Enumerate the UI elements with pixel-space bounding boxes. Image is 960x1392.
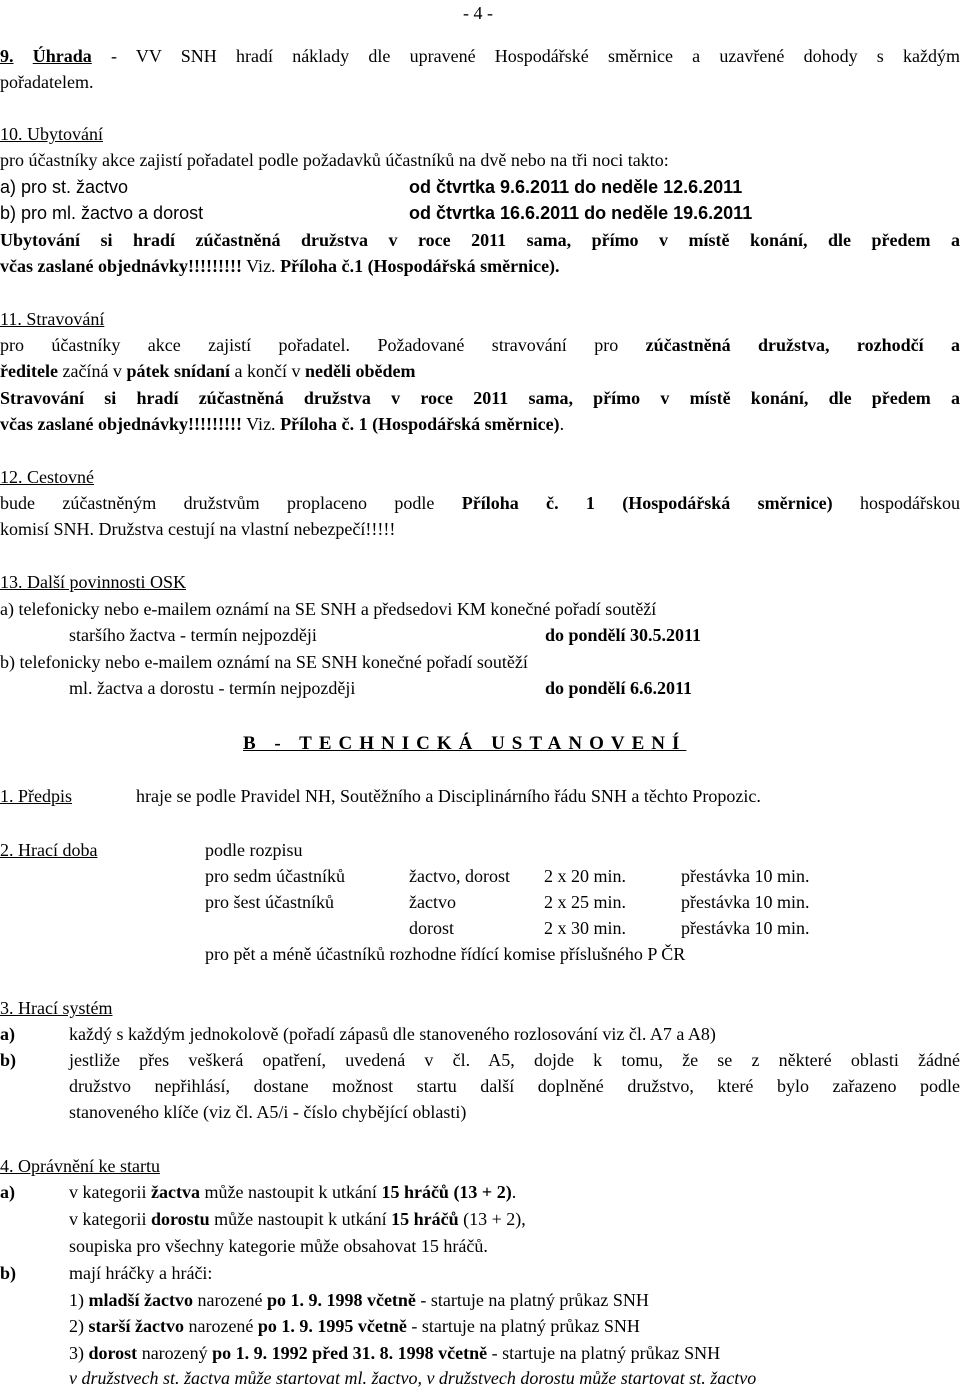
section-11-directors: ředitele xyxy=(0,361,58,381)
b2-row-1-who: pro sedm účastníků xyxy=(205,866,345,886)
b2-row-2-category: žactvo xyxy=(409,892,456,912)
section-13-item-a-deadline: do pondělí 30.5.2011 xyxy=(545,625,702,645)
b3-item-b-line-1: jestliže přes veškerá opatření, uvedená v čl. A5, dojde k tomu, že se z některé oblasti žádné xyxy=(69,1050,960,1070)
b4-i2-rest: - startuje na platný průkaz SNH xyxy=(406,1316,640,1336)
section-9-line-1 xyxy=(0,45,960,67)
section-11-text-c: zúčastněná družstva, rozhodčí a xyxy=(645,335,960,355)
section-11-attachment: Příloha č xyxy=(280,414,350,434)
b4-a1-category: žactva xyxy=(150,1182,200,1202)
section-11-attachment-ref: . 1 (Hospodářská směrnice) xyxy=(349,414,560,434)
section-11-line-3: Stravování si hradí zúčastněná družstva v roce 2011 sama, přímo v místě konání, dle předem a xyxy=(0,388,960,408)
section-12-text-d: hospodářskou xyxy=(832,493,960,513)
b4-i1-num: 1) xyxy=(69,1290,89,1310)
section-11-header: 11. Stravování xyxy=(0,309,105,329)
b4-i1-category: mladší žactvo xyxy=(88,1290,193,1310)
b3-item-a-label: a) xyxy=(0,1024,15,1044)
b2-row-2-who: pro šest účastníků xyxy=(205,892,334,912)
b2-row-1-break: přestávka 10 min. xyxy=(681,866,810,886)
b4-item-a-line-3: soupiska pro všechny kategorie může obsahovat 15 hráčů. xyxy=(69,1236,488,1256)
b4-i3-rest: - startuje na platný průkaz SNH xyxy=(487,1343,721,1363)
b4-a1-players: 15 hráčů (13 + 2) xyxy=(381,1182,512,1202)
section-11-sunday-lunch: neděli obědem xyxy=(304,361,416,381)
b4-i3-born: narozený xyxy=(137,1343,213,1363)
section-10-header: 10. Ubytování xyxy=(0,124,103,144)
b4-a1-text: v kategorii xyxy=(69,1182,151,1202)
section-11-viz: Viz. xyxy=(241,414,281,434)
section-9-number: 9. xyxy=(0,46,14,66)
b4-a2-count: (13 + 2), xyxy=(458,1209,526,1229)
b4-item-a-label: a) xyxy=(0,1182,15,1202)
b3-label: 3. Hrací systém xyxy=(0,998,113,1018)
section-9-title: Úhrada xyxy=(32,46,92,66)
b4-item-b-2 xyxy=(69,1315,640,1337)
section-b-title: B - TECHNICKÁ USTANOVENÍ xyxy=(243,733,687,754)
section-11-starts: začíná v xyxy=(57,361,127,381)
section-11-text-b: Požadované stravování pro xyxy=(350,335,646,355)
b2-row-2-time: 2 x 25 min. xyxy=(544,892,627,912)
section-13-item-b-line-1: b) telefonicky nebo e-mailem oznámí na SE SNH konečné pořadí soutěží xyxy=(0,652,528,672)
b4-a1-period: . xyxy=(511,1182,517,1202)
section-10-order-text: včas zaslané objednávky!!!!!!!!! xyxy=(0,256,242,276)
section-12-line-1 xyxy=(0,492,960,514)
section-13-item-b-deadline: do pondělí 6.6.2011 xyxy=(545,678,693,698)
section-11-order-text: včas zaslané objednávky!!!!!!!!! xyxy=(0,414,242,434)
b4-i1-date: po 1. 9. 1998 včetně xyxy=(266,1290,416,1310)
b4-a1-text-2: může nastoupit k utkání xyxy=(199,1182,382,1202)
b3-item-a-text: každý s každým jednokolově (pořadí zápasů dle stanoveného rozlosování viz čl. A7 a A8) xyxy=(69,1024,716,1044)
b2-row-3-time: 2 x 30 min. xyxy=(544,918,627,938)
b2-last-line: pro pět a méně účastníků rozhodne řídící komise příslušného P ČR xyxy=(205,944,686,964)
section-10-note-1: Ubytování si hradí zúčastněná družstva v roce 2011 sama, přímo v místě konání, dle předem a xyxy=(0,230,960,250)
section-11-period: . xyxy=(559,414,565,434)
section-10-intro: pro účastníky akce zajistí pořadatel podle požadavků účastníků na dvě nebo na tři noci takto: xyxy=(0,150,669,170)
b4-item-b-intro: mají hráčky a hráči: xyxy=(69,1263,213,1283)
b4-i1-born: narozené xyxy=(192,1290,267,1310)
section-11-friday-breakfast: pátek snídaní xyxy=(126,361,230,381)
b4-item-a-line-2 xyxy=(69,1208,526,1230)
section-10-item-a-label: a) pro st. žactvo xyxy=(0,177,129,197)
b3-item-b-line-3: stanoveného klíče (viz čl. A5/i - číslo chybějící oblasti) xyxy=(69,1102,467,1122)
section-11-ends: a končí v xyxy=(229,361,305,381)
b3-item-b-line-2: družstvo nepřihlásí, dostane možnost startu další doplněné družstvo, které bylo zařazeno podle xyxy=(69,1076,960,1096)
b4-i2-num: 2) xyxy=(69,1316,89,1336)
section-10-item-a-date: od čtvrtka 9.6.2011 do neděle 12.6.2011 xyxy=(409,177,743,197)
b4-item-b-1 xyxy=(69,1289,649,1311)
b4-i2-born: narozené xyxy=(183,1316,258,1336)
b1-label: 1. Předpis xyxy=(0,786,72,806)
section-9-text: - VV SNH hradí náklady dle upravené Hospodářské směrnice a uzavřené dohody s každým xyxy=(91,46,960,66)
section-13-header: 13. Další povinnosti OSK xyxy=(0,572,187,592)
b4-a2-category: dorostu xyxy=(150,1209,210,1229)
section-12-attachment: Příloha č xyxy=(461,493,555,513)
section-10-viz: Viz. xyxy=(241,256,281,276)
section-13-item-a-line-2: staršího žactva - termín nejpozději xyxy=(69,625,317,645)
section-12-text-a: bude zúčastněným družstvům proplaceno podle xyxy=(0,493,462,513)
b4-a2-players: 15 hráčů xyxy=(391,1209,459,1229)
b4-i3-category: dorost xyxy=(88,1343,138,1363)
section-13-item-a-line-1: a) telefonicky nebo e-mailem oznámí na SE SNH a předsedovi KM konečné pořadí soutěží xyxy=(0,599,657,619)
b4-a2-text: v kategorii xyxy=(69,1209,151,1229)
section-11-line-2 xyxy=(0,360,415,382)
b4-item-b-3 xyxy=(69,1342,720,1364)
section-10-attachment: Příloha č xyxy=(280,256,350,276)
b1-text: hraje se podle Pravidel NH, Soutěžního a Disciplinárního řádu SNH a těchto Propozic. xyxy=(136,786,761,806)
section-11-line-4 xyxy=(0,413,564,435)
b2-label: 2. Hrací doba xyxy=(0,840,98,860)
section-12-header: 12. Cestovné xyxy=(0,467,94,487)
b4-item-b-label: b) xyxy=(0,1263,17,1283)
b4-i3-date: po 1. 9. 1992 před 31. 8. 1998 včetně xyxy=(212,1343,488,1363)
b2-row-2-break: přestávka 10 min. xyxy=(681,892,810,912)
b4-i3-num: 3) xyxy=(69,1343,89,1363)
section-10-note-2 xyxy=(0,255,560,277)
b2-row-1-category: žactvo, dorost xyxy=(409,866,510,886)
b4-a2-text-2: může nastoupit k utkání xyxy=(209,1209,392,1229)
b4-item-a-line-1 xyxy=(69,1181,516,1203)
section-11-text-a: pro účastníky akce zajistí pořadatel. xyxy=(0,335,351,355)
section-13-item-b-line-2: ml. žactva a dorostu - termín nejpozději xyxy=(69,678,356,698)
b4-i2-category: starší žactvo xyxy=(88,1316,184,1336)
section-12-line-2: komisí SNH. Družstva cestují na vlastní nebezpečí!!!!! xyxy=(0,519,396,539)
b4-i1-rest: - startuje na platný průkaz SNH xyxy=(415,1290,649,1310)
b4-label: 4. Oprávnění ke startu xyxy=(0,1156,160,1176)
b2-row-3-category: dorost xyxy=(409,918,454,938)
b4-last-line: v družstvech st. žactva může startovat ml. žactvo, v družstvech dorostu může startovat st. žactvo xyxy=(69,1368,757,1388)
section-10-item-b-date: od čtvrtka 16.6.2011 do neděle 19.6.2011 xyxy=(409,203,753,223)
section-10-item-b-label: b) pro ml. žactvo a dorost xyxy=(0,203,204,223)
section-10-attachment-ref: .1 (Hospodářská směrnice). xyxy=(349,256,560,276)
section-9-line-2: pořadatelem. xyxy=(0,72,94,92)
b3-item-b-label: b) xyxy=(0,1050,17,1070)
page-number: - 4 - xyxy=(463,3,493,23)
b2-row-1-time: 2 x 20 min. xyxy=(544,866,627,886)
section-12-attachment-ref: . 1 (Hospodářská směrnice) xyxy=(554,493,833,513)
b2-intro: podle rozpisu xyxy=(205,840,303,860)
b4-i2-date: po 1. 9. 1995 včetně xyxy=(257,1316,407,1336)
section-11-line-1 xyxy=(0,334,960,356)
b2-row-3-break: přestávka 10 min. xyxy=(681,918,810,938)
